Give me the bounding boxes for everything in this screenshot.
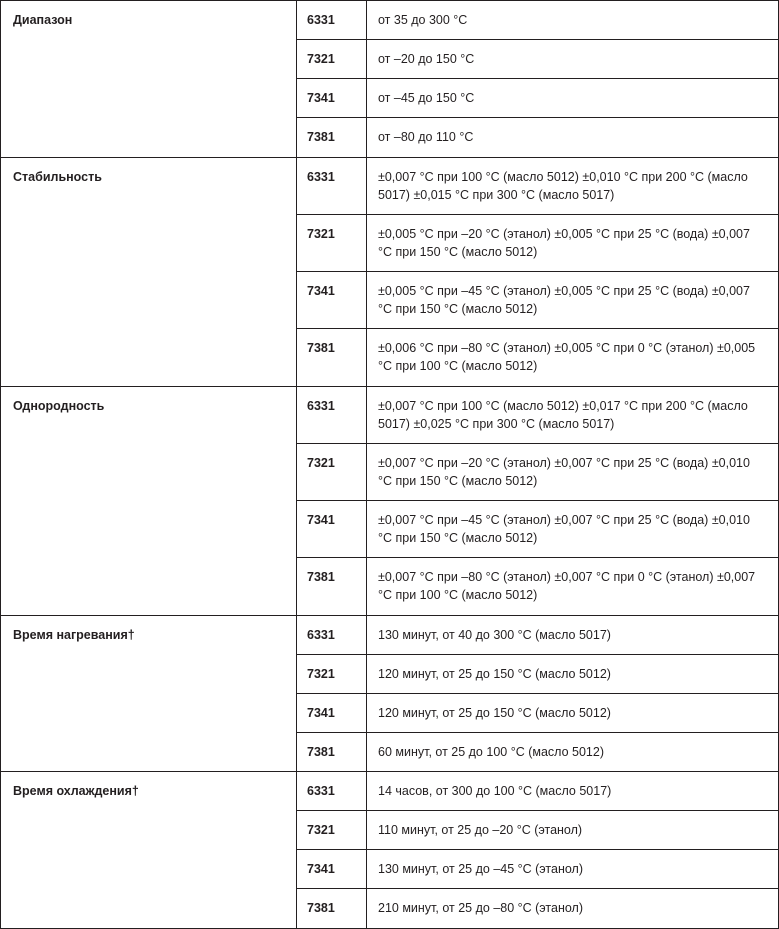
model-cell: 7381 — [297, 118, 367, 157]
value-cell: ±0,007 °C при –20 °C (этанол) ±0,007 °C при 25 °C (вода) ±0,010 °C при 150 °C (масло 5012) — [367, 443, 779, 500]
model-cell: 6331 — [297, 157, 367, 214]
value-cell: 120 минут, от 25 до 150 °C (масло 5012) — [367, 693, 779, 732]
model-cell: 7381 — [297, 889, 367, 928]
value-cell: ±0,006 °C при –80 °C (этанол) ±0,005 °C при 0 °C (этанол) ±0,005 °C при 100 °C (масло 5012) — [367, 329, 779, 386]
table-row — [1, 386, 779, 443]
model-cell: 7341 — [297, 850, 367, 889]
value-cell: ±0,007 °C при 100 °C (масло 5012) ±0,017 °C при 200 °C (масло 5017) ±0,025 °C при 300 °C (масло 5017) — [367, 386, 779, 443]
table-body — [1, 1, 779, 929]
model-cell: 7321 — [297, 811, 367, 850]
value-cell: от –45 до 150 °C — [367, 79, 779, 118]
table-row — [1, 615, 779, 654]
value-cell: ±0,005 °C при –45 °C (этанол) ±0,005 °C при 25 °C (вода) ±0,007 °C при 150 °C (масло 5012) — [367, 272, 779, 329]
model-cell: 7341 — [297, 79, 367, 118]
value-cell: от –20 до 150 °C — [367, 40, 779, 79]
value-cell: от –80 до 110 °C — [367, 118, 779, 157]
model-cell: 7381 — [297, 558, 367, 615]
table-row — [1, 772, 779, 811]
model-cell: 7341 — [297, 501, 367, 558]
model-cell: 6331 — [297, 615, 367, 654]
model-cell: 7321 — [297, 214, 367, 271]
model-cell: 7381 — [297, 732, 367, 771]
value-cell: 130 минут, от 40 до 300 °C (масло 5017) — [367, 615, 779, 654]
parameter-cell: Диапазон — [1, 1, 297, 158]
model-cell: 6331 — [297, 1, 367, 40]
value-cell: ±0,007 °C при 100 °C (масло 5012) ±0,010 °C при 200 °C (масло 5017) ±0,015 °C при 300 °C (масло 5017) — [367, 157, 779, 214]
table-row — [1, 157, 779, 214]
value-cell: 130 минут, от 25 до –45 °C (этанол) — [367, 850, 779, 889]
value-cell: 110 минут, от 25 до –20 °C (этанол) — [367, 811, 779, 850]
model-cell: 7341 — [297, 693, 367, 732]
model-cell: 7341 — [297, 272, 367, 329]
model-cell: 6331 — [297, 386, 367, 443]
parameter-cell: Стабильность — [1, 157, 297, 386]
value-cell: 60 минут, от 25 до 100 °C (масло 5012) — [367, 732, 779, 771]
parameter-cell: Время охлаждения† — [1, 772, 297, 929]
value-cell: ±0,007 °C при –45 °C (этанол) ±0,007 °C при 25 °C (вода) ±0,010 °C при 150 °C (масло 5012) — [367, 501, 779, 558]
model-cell: 7321 — [297, 40, 367, 79]
model-cell: 7321 — [297, 654, 367, 693]
table-row — [1, 1, 779, 40]
value-cell: 210 минут, от 25 до –80 °C (этанол) — [367, 889, 779, 928]
model-cell: 7381 — [297, 329, 367, 386]
value-cell: ±0,007 °C при –80 °C (этанол) ±0,007 °C при 0 °C (этанол) ±0,007 °C при 100 °C (масло 5012) — [367, 558, 779, 615]
value-cell: ±0,005 °C при –20 °C (этанол) ±0,005 °C при 25 °C (вода) ±0,007 °C при 150 °C (масло 5012) — [367, 214, 779, 271]
model-cell: 7321 — [297, 443, 367, 500]
parameter-cell: Время нагревания† — [1, 615, 297, 772]
value-cell: 120 минут, от 25 до 150 °C (масло 5012) — [367, 654, 779, 693]
model-cell: 6331 — [297, 772, 367, 811]
value-cell: 14 часов, от 300 до 100 °C (масло 5017) — [367, 772, 779, 811]
value-cell: от 35 до 300 °C — [367, 1, 779, 40]
parameter-cell: Однородность — [1, 386, 297, 615]
